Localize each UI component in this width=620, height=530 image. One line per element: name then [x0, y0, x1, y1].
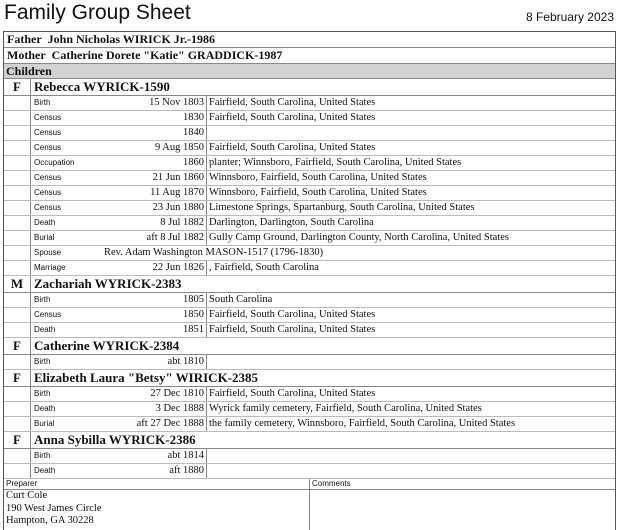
child-sex: F: [13, 338, 21, 353]
event-type: Burial: [30, 231, 100, 245]
event-gutter: [4, 449, 30, 463]
preparer-city: Hampton, GA 30228: [6, 515, 94, 526]
mother-row: [4, 48, 615, 64]
event-row: [4, 186, 615, 201]
event-place: Wyrick family cemetery, Fairfield, South Carolina, United States: [206, 402, 615, 416]
event-date: aft 8 Jul 1882: [146, 232, 204, 243]
event-date: 11 Aug 1870: [150, 187, 204, 198]
child-name: Anna Sybilla WYRICK-2386: [30, 432, 615, 448]
event-row: [4, 126, 615, 141]
event-row: [4, 355, 615, 370]
preparer-name: Curt Cole: [6, 490, 48, 501]
event-type: Death: [30, 323, 100, 337]
event-date: 22 Jun 1826: [152, 262, 204, 273]
event-type: Census: [30, 126, 100, 140]
child-header: [4, 432, 615, 449]
event-place: , Fairfield, South Carolina: [206, 261, 615, 275]
mother-label: Mother: [7, 48, 46, 62]
event-date: abt 1814: [167, 450, 204, 461]
event-type: Birth: [30, 387, 100, 401]
event-gutter: [4, 323, 30, 337]
child-header: [4, 276, 615, 293]
event-date: aft 27 Dec 1888: [136, 418, 204, 429]
event-row: [4, 96, 615, 111]
preparer-section: [4, 479, 309, 530]
event-gutter: [4, 308, 30, 322]
event-place: Winnsboro, Fairfield, South Carolina, United States: [206, 186, 615, 200]
event-place: Fairfield, South Carolina, United States: [206, 308, 615, 322]
event-type: Census: [30, 308, 100, 322]
child-name: Rebecca WYRICK-1590: [30, 79, 615, 95]
event-place: Gully Camp Ground, Darlington County, North Carolina, United States: [206, 231, 615, 245]
comments-label: Comments: [310, 479, 615, 490]
event-place: Fairfield, South Carolina, United States: [206, 111, 615, 125]
event-row: [4, 402, 615, 417]
event-gutter: [4, 261, 30, 275]
footer: [4, 479, 615, 530]
comments-section: [309, 479, 615, 530]
event-date: 1840: [183, 127, 204, 138]
event-row: [4, 141, 615, 156]
mother-name: Catherine Dorete "Katie" GRADDICK-1987: [51, 48, 283, 62]
event-date: abt 1810: [167, 356, 204, 367]
event-gutter: [4, 293, 30, 307]
event-gutter: [4, 156, 30, 170]
event-date: 1850: [183, 309, 204, 320]
preparer-street: 190 West James Circle: [6, 502, 102, 514]
event-date: 1851: [183, 324, 204, 335]
event-place: planter; Winnsboro, Fairfield, South Carolina, United States: [206, 156, 615, 170]
event-date: aft 1880: [169, 465, 204, 476]
event-gutter: [4, 171, 30, 185]
event-type: Burial: [30, 417, 100, 431]
spouse-row: [4, 246, 615, 261]
child-sex: F: [13, 370, 21, 385]
event-row: [4, 323, 615, 338]
event-gutter: [4, 201, 30, 215]
event-type: Census: [30, 186, 100, 200]
event-gutter: [4, 231, 30, 245]
event-place: [206, 355, 615, 369]
event-type: Death: [30, 464, 100, 478]
event-type: Birth: [30, 449, 100, 463]
event-gutter: [4, 387, 30, 401]
father-name: John Nicholas WIRICK Jr.-1986: [47, 32, 216, 46]
event-place: Darlington, Darlington, South Carolina: [206, 216, 615, 230]
event-row: [4, 156, 615, 171]
event-place: Fairfield, South Carolina, United States: [206, 323, 615, 337]
event-date: 1860: [183, 157, 204, 168]
event-date: 8 Jul 1882: [160, 217, 204, 228]
event-gutter: [4, 464, 30, 478]
event-gutter: [4, 141, 30, 155]
father-row: [4, 32, 615, 48]
event-place: Fairfield, South Carolina, United States: [206, 96, 615, 110]
event-row: [4, 293, 615, 308]
event-type: Marriage: [30, 261, 100, 275]
event-row: [4, 201, 615, 216]
event-row: [4, 464, 615, 479]
event-row: [4, 111, 615, 126]
event-place: the family cemetery, Winnsboro, Fairfield, South Carolina, United States: [206, 417, 615, 431]
child-sex: F: [13, 432, 21, 447]
event-place: Fairfield, South Carolina, United States: [206, 141, 615, 155]
child-block: [4, 370, 615, 432]
event-place: [206, 126, 615, 140]
event-type: Census: [30, 201, 100, 215]
event-date: 27 Dec 1810: [150, 388, 204, 399]
child-name: Zachariah WYRICK-2383: [30, 276, 615, 292]
event-gutter: [4, 216, 30, 230]
event-place: Limestone Springs, Spartanburg, South Carolina, United States: [206, 201, 615, 215]
event-row: [4, 308, 615, 323]
child-block: [4, 276, 615, 338]
child-block: [4, 79, 615, 276]
child-block: [4, 338, 615, 370]
preparer-label: Preparer: [4, 479, 309, 490]
child-header: [4, 370, 615, 387]
event-row: [4, 449, 615, 464]
event-type: Census: [30, 171, 100, 185]
event-gutter: [4, 111, 30, 125]
spouse-name: Rev. Adam Washington MASON-1517 (1796-1830): [104, 247, 324, 258]
child-name: Catherine WYRICK-2384: [30, 338, 615, 354]
sheet-title: Family Group Sheet: [4, 1, 191, 24]
event-gutter: [4, 186, 30, 200]
father-label: Father: [7, 32, 42, 46]
event-gutter: [4, 417, 30, 431]
event-type: Census: [30, 111, 100, 125]
child-name: Elizabeth Laura "Betsy" WIRICK-2385: [30, 370, 615, 386]
child-header: [4, 79, 615, 96]
event-type: Birth: [30, 96, 100, 110]
child-sex: F: [13, 79, 21, 94]
event-gutter: [4, 126, 30, 140]
event-date: 3 Dec 1888: [155, 403, 204, 414]
family-group-table: [3, 31, 616, 530]
event-row: [4, 171, 615, 186]
event-type: Birth: [30, 293, 100, 307]
child-block: [4, 432, 615, 479]
event-date: 21 Jun 1860: [152, 172, 204, 183]
spouse-type: Spouse: [30, 246, 100, 260]
event-date: 1830: [183, 112, 204, 123]
event-type: Census: [30, 141, 100, 155]
event-place: [206, 464, 615, 478]
event-date: 1805: [183, 294, 204, 305]
event-gutter: [4, 355, 30, 369]
event-gutter: [4, 246, 30, 260]
event-type: Death: [30, 402, 100, 416]
event-row: [4, 216, 615, 231]
event-place: Winnsboro, Fairfield, South Carolina, United States: [206, 171, 615, 185]
event-type: Birth: [30, 355, 100, 369]
event-gutter: [4, 402, 30, 416]
event-place: South Carolina: [206, 293, 615, 307]
event-row: [4, 417, 615, 432]
marriage-row: [4, 261, 615, 276]
event-row: [4, 387, 615, 402]
event-type: Death: [30, 216, 100, 230]
event-row: [4, 231, 615, 246]
child-sex: M: [10, 276, 24, 291]
event-place: [206, 449, 615, 463]
event-date: 9 Aug 1850: [154, 142, 204, 153]
event-type: Occupation: [30, 156, 100, 170]
event-date: 15 Nov 1803: [149, 97, 204, 108]
event-date: 23 Jun 1880: [152, 202, 204, 213]
children-list: [4, 79, 615, 479]
children-heading: Children: [4, 64, 615, 79]
event-gutter: [4, 96, 30, 110]
sheet-date: 8 February 2023: [525, 10, 614, 24]
child-header: [4, 338, 615, 355]
event-place: Fairfield, South Carolina, United States: [206, 387, 615, 401]
